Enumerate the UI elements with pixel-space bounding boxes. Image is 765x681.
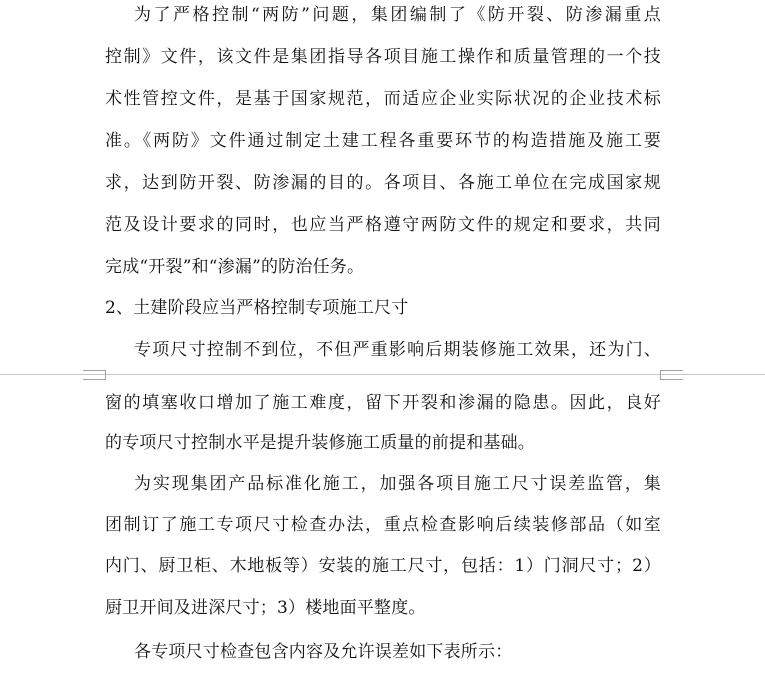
section-heading-2: 2、土建阶段应当严格控制专项施工尺寸	[105, 298, 409, 318]
paragraph-2-line-3: 的专项尺寸控制水平是提升装修施工质量的前提和基础。	[105, 433, 535, 453]
paragraph-1-line-2: 控制》文件，该文件是集团指导各项目施工操作和质量管理的一个技	[105, 47, 661, 67]
paragraph-2-line-1: 专项尺寸控制不到位，不但严重影响后期装修施工效果，还为门、	[134, 340, 661, 360]
paragraph-1-line-3: 术性管控文件，是基于国家规范，而适应企业实际状况的企业技术标	[105, 89, 661, 109]
paragraph-1-line-7: 完成“开裂”和“渗漏”的防治任务。	[105, 257, 365, 277]
paragraph-1-line-5: 求，达到防开裂、防渗漏的目的。各项目、各施工单位在完成国家规	[105, 173, 661, 193]
paragraph-3-line-4: 厨卫开间及进深尺寸；3）楼地面平整度。	[105, 598, 426, 618]
paragraph-4: 各专项尺寸检查包含内容及允许误差如下表所示：	[134, 642, 513, 662]
page-corner-mark-left	[83, 370, 106, 380]
paragraph-3-line-3: 内门、厨卫柜、木地板等）安装的施工尺寸，包括：1）门洞尺寸；2）	[105, 556, 661, 576]
paragraph-3-line-2: 团制订了施工专项尺寸检查办法，重点检查影响后续装修部品（如室	[105, 515, 661, 535]
paragraph-1-line-4: 准。《两防》文件通过制定土建工程各重要环节的构造措施及施工要	[105, 131, 661, 151]
page-break-line	[0, 374, 765, 375]
paragraph-1-line-1: 为了严格控制“两防”问题，集团编制了《防开裂、防渗漏重点	[134, 5, 661, 25]
paragraph-3-line-1: 为实现集团产品标准化施工，加强各项目施工尺寸误差监管，集	[134, 474, 661, 494]
page-corner-mark-right	[660, 370, 683, 380]
paragraph-1-line-6: 范及设计要求的同时，也应当严格遵守两防文件的规定和要求，共同	[105, 215, 661, 235]
paragraph-2-line-2: 窗的填塞收口增加了施工难度，留下开裂和渗漏的隐患。因此，良好	[105, 393, 661, 413]
